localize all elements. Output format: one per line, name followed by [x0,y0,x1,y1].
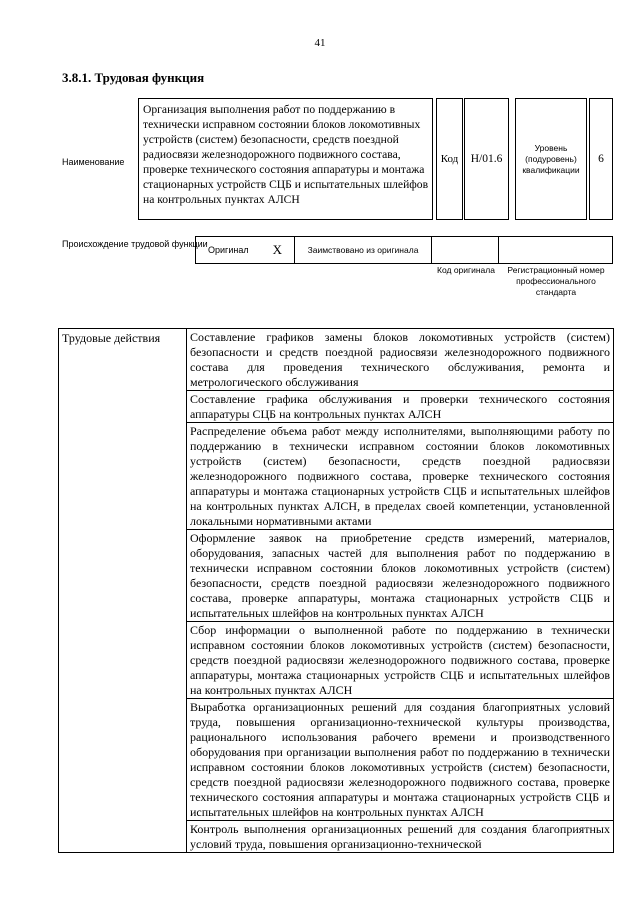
original-mark: X [272,242,282,257]
labor-action-item: Контроль выполнения организационных решений для создания благоприятных условий труда, повышения организационно-технической [187,821,614,853]
code-value: H/01.6 [464,98,509,220]
original-code-cell [431,236,499,264]
original-code-label: Код оригинала [437,265,495,275]
labor-actions-table [58,328,614,853]
section-title: 3.8.1. Трудовая функция [62,70,205,85]
function-name: Организация выполнения работ по поддержанию в технически исправном состоянии блоков локомотивных устройств (систем) безопасности, средств поездной радиосвязи железнодорожного подвижного состава, проверке технического состояния аппаратуры и монтажа стационарных устройств СЦБ и испытательных шлейфов на контрольных пунктах АЛСН [143,103,429,206]
labor-action-item: Выработка организационных решений для создания благоприятных условий труда, повышения организационно-технической культуры производства, рационального использования рабочего времени и производственного оборудования при организации выполнения работ по поддержанию в технически исправном состоянии блоков локомотивных устройств (систем) безопасности, средств поездной радиосвязи железнодорожного подвижного состава, проверке технического состояния аппаратуры и монтажа стационарных устройств СЦБ и испытательных шлейфов на контрольных пунктах АЛСН [187,699,614,821]
reg-number-cell [498,236,613,264]
labor-action-item: Составление графика обслуживания и проверки технического состояния аппаратуры СЦБ на контрольных пунктах АЛСН [187,391,614,423]
labor-actions-header: Трудовые действия [59,329,187,853]
labor-action-item: Составление графиков замены блоков локомотивных устройств (систем) безопасности и средств поездной радиосвязи железнодорожного подвижного состава для проведения технического обслуживания, ремонта и метрологического обслуживания [187,329,614,391]
original-label: Оригинал [208,245,249,255]
labor-action-item: Оформление заявок на приобретение средств измерений, материалов, оборудования, запасных частей для выполнения работ по поддержанию в технически исправном состоянии блоков локомотивных устройств (систем) безопасности, средств поездной радиосвязи железнодорожного подвижного состава, проверке аппаратуры, монтажа стационарных устройств СЦБ и испытательных шлейфов на контрольных пунктах АЛСН [187,530,614,622]
borrowed-cell [294,236,432,264]
reg-number-label: Регистрационный номер профессионального стандарта [507,265,605,297]
name-label: Наименование [62,157,125,167]
page-number: 41 [314,37,326,49]
code-label: Код [436,98,463,220]
borrowed-label: Заимствовано из оригинала [307,244,419,255]
original-cell [195,236,295,264]
origin-row [195,236,613,264]
qualification-level-value: 6 [589,98,613,220]
qualification-level-label: Уровень (подуровень) квалификации [515,98,587,220]
labor-action-item: Сбор информации о выполненной работе по поддержанию в технически исправном состоянии блоков локомотивных устройств (систем) безопасности, средств поездной радиосвязи железнодорожного подвижного состава, проверке аппаратуры, монтажа стационарных устройств СЦБ и испытательных шлейфов на контрольных пунктах АЛСН [187,622,614,699]
origin-label: Происхождение трудовой функции [62,239,208,249]
labor-action-item: Распределение объема работ между исполнителями, выполняющими работу по поддержанию в технически исправном состоянии блоков локомотивных устройств (систем) безопасности, средств поездной радиосвязи железнодорожного подвижного состава, проверке технического состояния аппаратуры и монтажа стационарных устройств СЦБ и испытательных шлейфов на контрольных пунктах АЛСН, в пределах своей компетенции, установленной локальными нормативными актами [187,423,614,530]
function-name-box [138,98,433,220]
